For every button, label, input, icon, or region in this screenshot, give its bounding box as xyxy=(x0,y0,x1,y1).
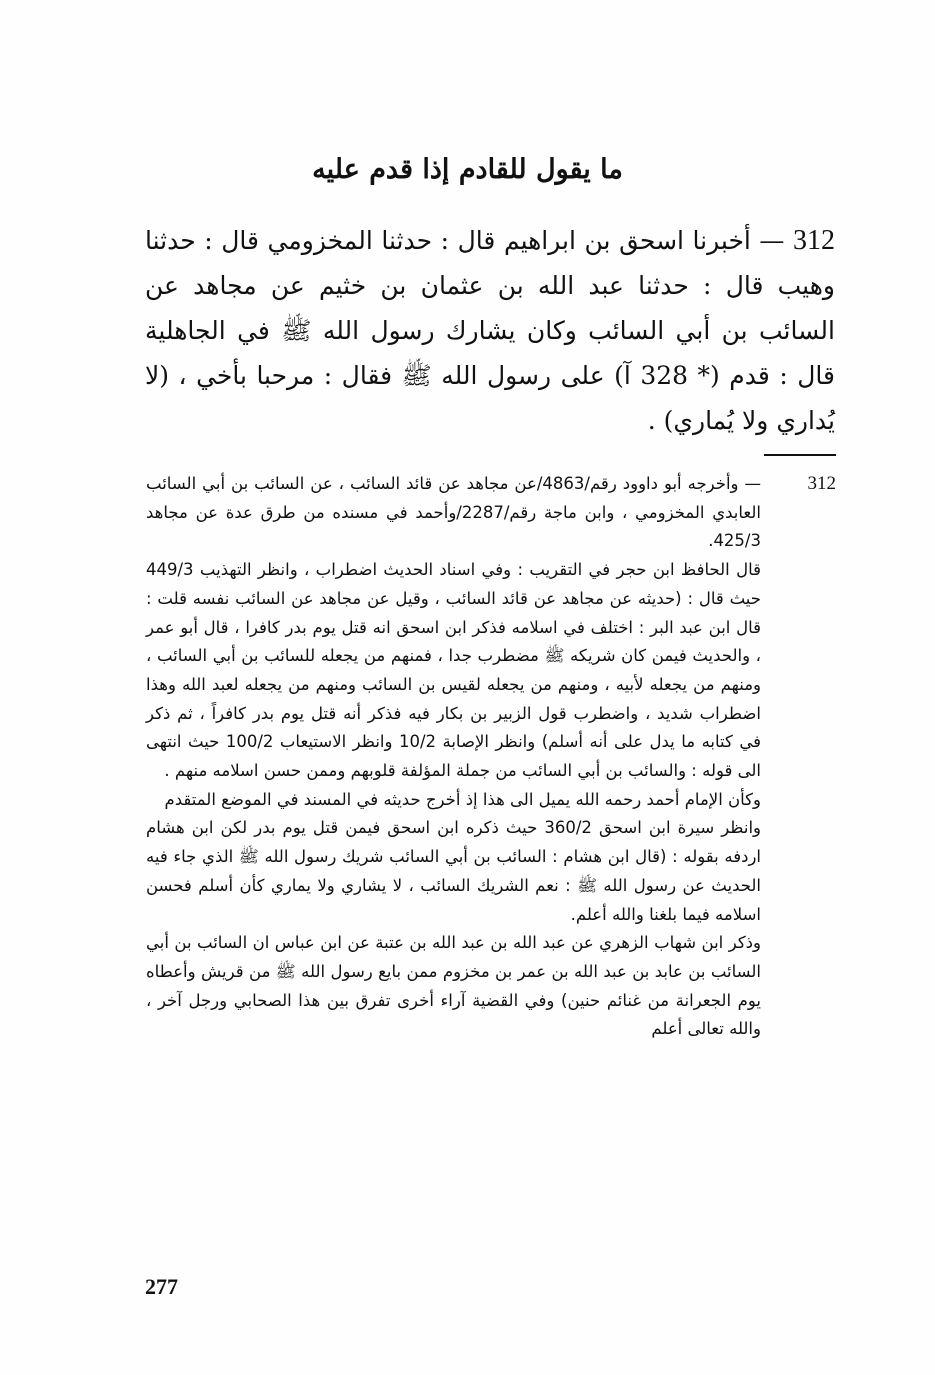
footnote-paragraph: وكأن الإمام أحمد رحمه الله يميل الى هذا إذ أخرج حديثه في المسند في الموضع المتقدم xyxy=(164,789,761,809)
page-number: 277 xyxy=(145,1274,178,1299)
footnote xyxy=(146,470,836,1044)
hadith-paragraph xyxy=(145,218,835,443)
footnote-body xyxy=(146,470,761,1044)
hadith-number: 312 xyxy=(793,225,835,256)
section-title: ما يقول للقادم إذا قدم عليه xyxy=(312,154,623,185)
hadith-body: — أخبرنا اسحق بن ابراهيم قال : حدثنا المخزومي قال : حدثنا وهيب قال : حدثنا عبد الله بن عثمان بن خثيم عن مجاهد عن السائب بن أبي السائب وكان يشارك رسول الله ﷺ في الجاهلية قال : قدم (* 328 آ) على رسول الله ﷺ فقال : مرحبا بأخي ، (لا يُداري ولا يُماري) . xyxy=(145,226,835,435)
footnote-paragraph: — وأخرجه أبو داوود رقم/4863/عن مجاهد عن قائد السائب ، عن السائب بن أبي السائب العابدي المخزومي ، وابن ماجة رقم/2287/وأحمد في مسنده من طرق عدة عن مجاهد 425/3. xyxy=(146,474,761,551)
footnote-paragraph: وانظر سيرة ابن اسحق 360/2 حيث ذكره ابن اسحق فيمن قتل يوم بدر لكن ابن هشام اردفه بقوله : (قال ابن هشام : السائب بن أبي السائب شريك رسول الله ﷺ الذي جاء فيه الحديث عن رسول الله ﷺ : نعم الشريك السائب ، لا يشاري ولا يماري كأن أسلم فحسن اسلامه فيما بلغنا والله أعلم. xyxy=(146,818,761,924)
hadith-text xyxy=(145,218,835,443)
footnote-paragraph: وذكر ابن شهاب الزهري عن عبد الله بن عبد الله بن عتبة عن ابن عباس ان السائب بن أبي السائب بن عابد بن عبد الله بن عمر بن مخزوم ممن بايع رسول الله ﷺ من قريش وأعطاه يوم الجعرانة من غنائم حنين) وفي القضية آراء أخرى تفرق بين هذا الصحابي ورجل آخر ، والله تعالى أعلم xyxy=(146,933,761,1039)
footnote-separator xyxy=(764,454,836,456)
footnote-row xyxy=(146,470,836,1044)
footnote-paragraph: قال الحافظ ابن حجر في التقريب : وفي اسناد الحديث اضطراب ، وانظر التهذيب 449/3 حيث قال : (حديثه عن مجاهد عن قائد السائب ، وقيل عن مجاهد عن السائب نفسه قلت : قال ابن عبد البر : اختلف في اسلامه فذكر ابن اسحق انه قتل يوم بدر كافرا ، قال أبو عمر ، والحديث فيمن كان شريكه ﷺ مضطرب جدا ، فمنهم من يجعله للسائب بن أبي السائب ، ومنهم من يجعله لأبيه ، ومنهم من يجعله لقيس بن السائب ومنهم من يجعله لعبد الله وهذا اضطراب شديد ، واضطرب قول الزبير بن بكار فيه فذكر أنه قتل يوم بدر كافراً ، ثم ذكر في كتابه ما يدل على أنه أسلم) وانظر الإصابة 10/2 وانظر الاستيعاب 100/2 حيث انتهى الى قوله : والسائب بن أبي السائب من جملة المؤلفة قلوبهم وممن حسن اسلامه منهم . xyxy=(146,560,761,781)
footnote-number: 312 xyxy=(807,473,836,494)
